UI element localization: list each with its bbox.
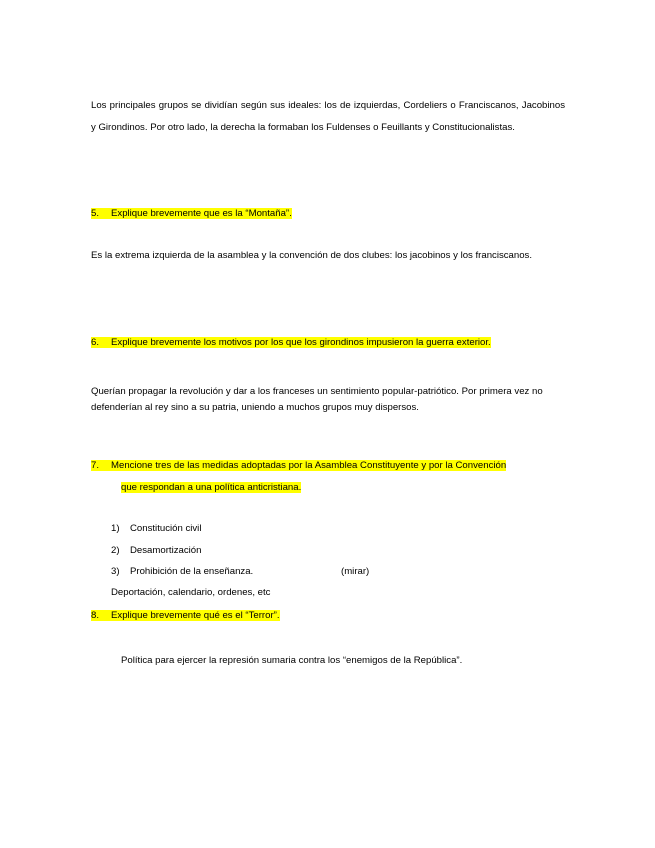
extra-line: Deportación, calendario, ordenes, etc xyxy=(111,587,271,598)
question-5 xyxy=(91,203,565,225)
question-7-line1-highlight xyxy=(91,460,506,471)
question-7 xyxy=(91,455,565,499)
question-text-line2: que respondan a una política anticristiana. xyxy=(121,482,302,493)
question-5-highlight xyxy=(91,208,292,219)
answer-5: Es la extrema izquierda de la asamblea y la convención de dos clubes: los jacobinos y los franciscanos. xyxy=(91,250,533,261)
list-item: 3) Prohibición de la enseñanza. xyxy=(111,566,254,577)
question-text-line1: Mencione tres de las medidas adoptadas por la Asamblea Constituyente y por la Convención xyxy=(111,460,507,471)
list-note: (mirar) xyxy=(341,566,370,577)
answer-8: Política para ejercer la represión sumaria contra los “enemigos de la República”. xyxy=(121,655,463,666)
question-8-highlight xyxy=(91,610,280,621)
question-text: Explique brevemente que es la “Montaña”. xyxy=(111,208,292,219)
question-number: 6. xyxy=(91,337,100,348)
paragraph-groups: Los principales grupos se dividían según sus ideales: los de izquierdas, Cordeliers o Franciscanos, Jacobinos y Girondinos. Por otro lado, la derecha la formaban los Fuldenses o Feuillants y Constitucionalistas. xyxy=(91,100,565,133)
question-number: 5. xyxy=(91,208,100,219)
question-8 xyxy=(91,605,565,627)
answer-6: Querían propagar la revolución y dar a los franceses un sentimiento popular-patriótico. Por primera vez no defenderían al rey sino a su patria, uniendo a muchos grupos muy dispersos. xyxy=(91,386,543,413)
list-item: 1) Constitución civil xyxy=(111,523,202,534)
question-text: Explique brevemente los motivos por los que los girondinos impusieron la guerra exterior. xyxy=(111,337,491,348)
question-text: Explique brevemente qué es el “Terror”. xyxy=(111,610,280,621)
question-number: 8. xyxy=(91,610,100,621)
question-6 xyxy=(91,332,565,354)
question-number: 7. xyxy=(91,460,100,471)
question-6-highlight xyxy=(91,337,491,348)
list-item: 2) Desamortización xyxy=(111,545,202,556)
